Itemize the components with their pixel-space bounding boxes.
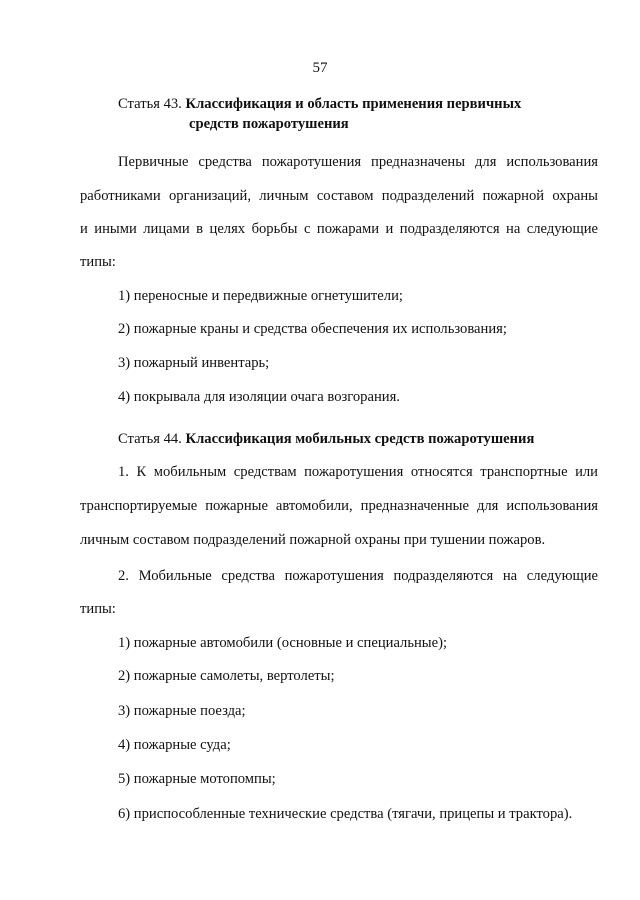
article-43-para-line-2: работниками организаций, личным составом подразделений пожарной охраны (80, 188, 598, 204)
article-44-item-1: 1) пожарные автомобили (основные и специальные); (118, 635, 447, 651)
article-43-title-line1: Классификация и область применения первичных (185, 96, 522, 112)
article-43-title-wrap (189, 115, 349, 133)
article-44-para2-line-1: 2. Мобильные средства пожаротушения подразделяются на следующие (118, 568, 598, 584)
article-43-item-3: 3) пожарный инвентарь; (118, 355, 270, 371)
article-44-prefix: Статья 44. (118, 431, 182, 447)
article-44-title: Классификация мобильных средств пожаротушения (185, 431, 535, 447)
article-44-item-6: 6) приспособленные технические средства (тягачи, прицепы и трактора). (118, 806, 573, 822)
article-44-item-2: 2) пожарные самолеты, вертолеты; (118, 668, 335, 684)
article-44-para1-line-2: транспортируемые пожарные автомобили, предназначенные для использования (80, 498, 598, 514)
article-43-para-line-1: Первичные средства пожаротушения предназначены для использования (118, 154, 598, 170)
article-43-heading (118, 95, 521, 113)
article-44-para1-line-1: 1. К мобильным средствам пожаротушения относятся транспортные или (118, 464, 598, 480)
article-44-heading (118, 430, 534, 448)
article-43-prefix: Статья 43. (118, 96, 182, 112)
article-43-para-line-4: типы: (80, 254, 116, 270)
article-43-item-1: 1) переносные и передвижные огнетушители; (118, 288, 403, 304)
article-43-para-line-3: и иными лицами в целях борьбы с пожарами и подразделяются на следующие (80, 221, 598, 237)
article-44-item-3: 3) пожарные поезда; (118, 703, 246, 719)
article-44-item-5: 5) пожарные мотопомпы; (118, 771, 276, 787)
article-43-item-2: 2) пожарные краны и средства обеспечения их использования; (118, 321, 507, 337)
article-44-para2-line-2: типы: (80, 601, 116, 617)
article-43-title-line2: средств пожаротушения (189, 116, 349, 132)
article-44-para1-line-3: личным составом подразделений пожарной охраны при тушении пожаров. (80, 532, 546, 548)
page-number: 57 (312, 60, 328, 76)
article-43-item-4: 4) покрывала для изоляции очага возгорания. (118, 389, 400, 405)
article-44-item-4: 4) пожарные суда; (118, 737, 231, 753)
